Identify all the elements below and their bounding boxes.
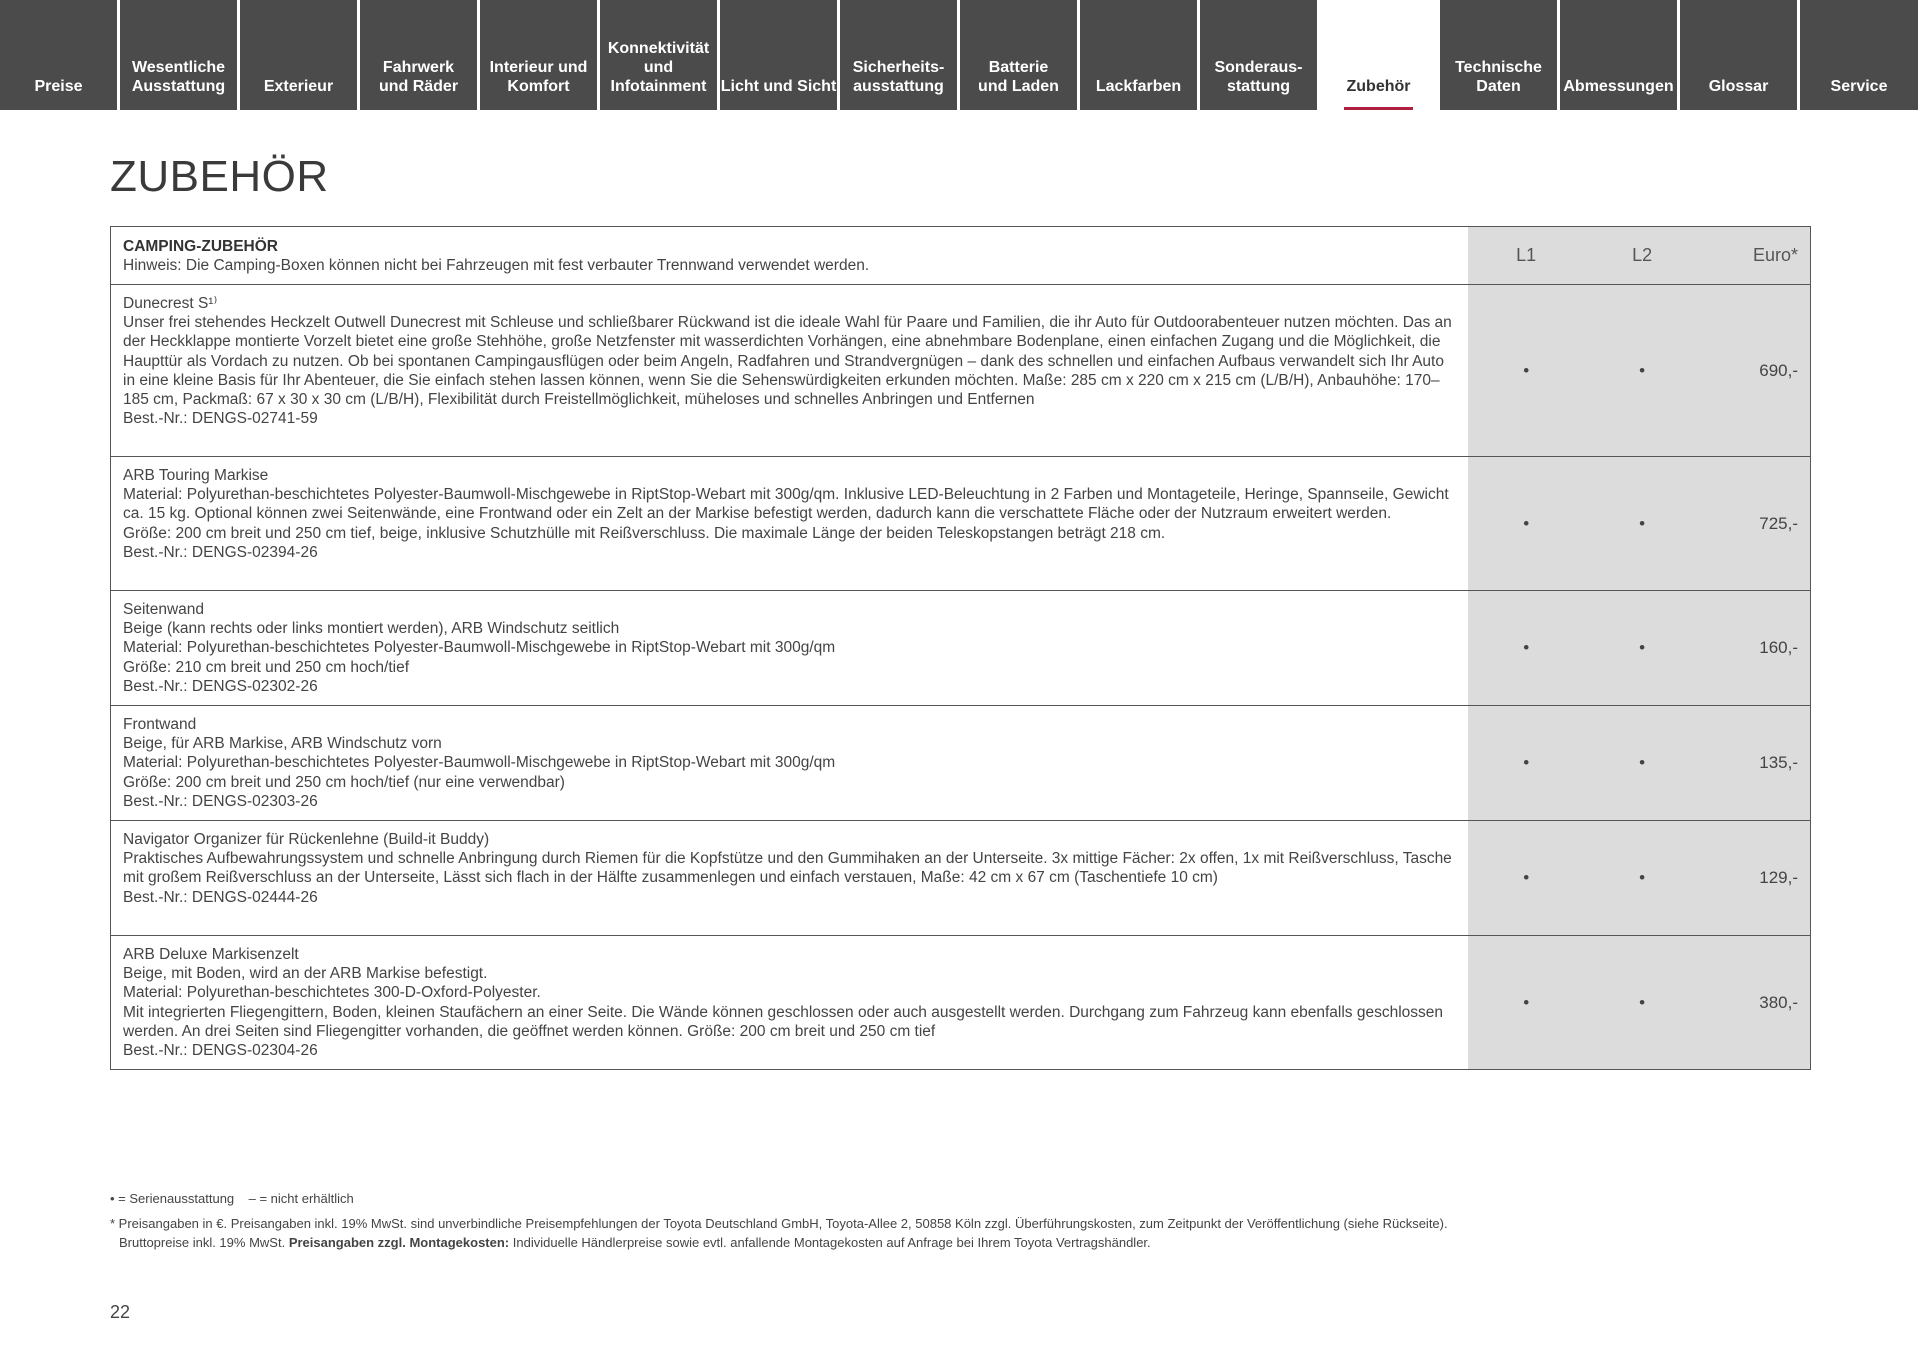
tab-glossar[interactable]: Glossar	[1680, 0, 1797, 110]
table-row	[111, 456, 1810, 590]
item-order-number: Best.-Nr.: DENGS-02303-26	[123, 792, 318, 810]
price-note-line-2	[110, 1233, 1750, 1252]
availability-l2: •	[1584, 706, 1700, 820]
column-header-price: Euro*	[1700, 227, 1810, 284]
availability-l1: •	[1468, 285, 1584, 456]
availability-l1: •	[1468, 936, 1584, 1069]
table-section-note: Hinweis: Die Camping-Boxen können nicht bei Fahrzeugen mit fest verbauter Trennwand verwendet werden.	[123, 257, 870, 275]
tab-exterieur[interactable]: Exterieur	[240, 0, 357, 110]
tab-technische-daten[interactable]: Technische Daten	[1440, 0, 1557, 110]
availability-l1: •	[1468, 457, 1584, 590]
table-section-title: CAMPING-ZUBEHÖR	[123, 238, 278, 255]
item-description	[111, 457, 1468, 590]
item-order-number: Best.-Nr.: DENGS-02394-26	[123, 543, 318, 561]
header-description	[111, 227, 1468, 284]
tab-abmessungen[interactable]: Abmessungen	[1560, 0, 1677, 110]
item-description	[111, 285, 1468, 456]
item-text: Beige, mit Boden, wird an der ARB Markise befestigt.	[123, 965, 488, 983]
tab-batterie-und-laden[interactable]: Batterie und Laden	[960, 0, 1077, 110]
table-row	[111, 705, 1810, 820]
tab-interieur-und-komfort[interactable]: Interieur und Komfort	[480, 0, 597, 110]
item-text: Material: Polyurethan-beschichtetes 300-D-Oxford-Polyester.	[123, 984, 541, 1002]
item-price: 160,-	[1700, 591, 1810, 705]
price-note-gross: Bruttopreise inkl. 19% MwSt.	[119, 1235, 286, 1250]
tab-preise[interactable]: Preise	[0, 0, 117, 110]
item-text: Praktisches Aufbewahrungssystem und schnelle Anbringung durch Riemen für die Kopfstütze und den Gummihaken an der Unterseite. 3x mittige Fächer: 2x offen, 1x mit Reißverschluss, Tasche mit großem Reißverschluss an der Unterseite, Lässt sich flach in der Hälfte zusammenlegen und einfach verstauen, Maße: 42 cm x 67 cm (Taschentiefe 10 cm)	[123, 850, 1452, 887]
page-number: 22	[110, 1302, 131, 1322]
item-price: 690,-	[1700, 285, 1810, 456]
item-price: 129,-	[1700, 821, 1810, 935]
item-description	[111, 706, 1468, 820]
availability-l2: •	[1584, 936, 1700, 1069]
item-price: 725,-	[1700, 457, 1810, 590]
item-description	[111, 821, 1468, 935]
item-text: Größe: 200 cm breit und 250 cm tief, beige, inklusive Schutzhülle mit Reißverschluss. Die maximale Länge der beiden Teleskopstangen beträgt 218 cm.	[123, 524, 1166, 542]
item-title: Dunecrest S¹⁾	[123, 295, 218, 312]
availability-l1: •	[1468, 706, 1584, 820]
item-order-number: Best.-Nr.: DENGS-02304-26	[123, 1042, 318, 1060]
item-text: Beige (kann rechts oder links montiert werden), ARB Windschutz seitlich	[123, 620, 620, 638]
section-tab-bar	[0, 0, 1920, 110]
tab-lackfarben[interactable]: Lackfarben	[1080, 0, 1197, 110]
item-title: ARB Deluxe Markisenzelt	[123, 946, 299, 963]
tab-licht-und-sicht[interactable]: Licht und Sicht	[720, 0, 837, 110]
item-price: 380,-	[1700, 936, 1810, 1069]
price-note-dealer: Individuelle Händlerpreise sowie evtl. anfallende Montagekosten auf Anfrage bei Ihrem Toyota Vertragshändler.	[512, 1235, 1151, 1250]
availability-l2: •	[1584, 591, 1700, 705]
item-title: Frontwand	[123, 716, 197, 733]
item-text: Beige, für ARB Markise, ARB Windschutz vorn	[123, 735, 442, 753]
item-text: Material: Polyurethan-beschichtetes Polyester-Baumwoll-Mischgewebe in RiptStop-Webart mit 300g/qm	[123, 639, 836, 657]
page-title: ZUBEHÖR	[110, 152, 329, 201]
table-header-row	[111, 227, 1810, 284]
availability-l2: •	[1584, 821, 1700, 935]
item-order-number: Best.-Nr.: DENGS-02302-26	[123, 677, 318, 695]
legend-footnote: • = Serienausstattung – = nicht erhältlich	[110, 1191, 354, 1206]
item-order-number: Best.-Nr.: DENGS-02444-26	[123, 888, 318, 906]
tab-konnektivitaet[interactable]: Konnektivität und Infotainment	[600, 0, 717, 110]
availability-l1: •	[1468, 821, 1584, 935]
tab-sicherheitsausstattung[interactable]: Sicherheits- ausstattung	[840, 0, 957, 110]
table-row	[111, 820, 1810, 935]
table-row	[111, 590, 1810, 705]
item-order-number: Best.-Nr.: DENGS-02741-59	[123, 410, 318, 428]
item-text: Größe: 200 cm breit und 250 cm hoch/tief (nur eine verwendbar)	[123, 773, 565, 791]
item-text: Mit integrierten Fliegengittern, Boden, kleinen Staufächern an einer Seite. Die Wände können geschlossen oder auch ausgestellt werden. Durchgang zum Fahrzeug kann ebenfalls geschlossen werden. An drei Seiten sind Fliegengitter vorhanden, die geöffnet werden können. Größe: 200 cm breit und 250 cm tief	[123, 1003, 1444, 1040]
tab-wesentliche-ausstattung[interactable]: Wesentliche Ausstattung	[120, 0, 237, 110]
item-title: Seitenwand	[123, 601, 205, 618]
price-note-mounting-label: Preisangaben zzgl. Montagekosten:	[288, 1235, 510, 1250]
availability-l1: •	[1468, 591, 1584, 705]
tab-service[interactable]: Service	[1800, 0, 1918, 110]
item-title: ARB Touring Markise	[123, 467, 269, 484]
column-header-l2: L2	[1584, 227, 1700, 284]
price-note-line-1: * Preisangaben in €. Preisangaben inkl. 19% MwSt. sind unverbindliche Preisempfehlungen der Toyota Deutschland GmbH, Toyota-Allee 2, 50858 Köln zzgl. Überführungskosten, zum Zeitpunkt der Veröffentlichung (siehe Rückseite).	[110, 1216, 1448, 1231]
item-text: Material: Polyurethan-beschichtetes Polyester-Baumwoll-Mischgewebe in RiptStop-Webart mit 300g/qm	[123, 754, 836, 772]
item-text: Material: Polyurethan-beschichtetes Polyester-Baumwoll-Mischgewebe in RiptStop-Webart mit 300g/qm. Inklusive LED-Beleuchtung in 2 Farben und Montageteile, Heringe, Spannseile, Gewicht ca. 15 kg. Optional können zwei Seitenwände, eine Frontwand oder ein Zelt an der Markise befestigt werden, dadurch kann die verschattete Fläche oder der Nutzraum erweitert werden.	[123, 486, 1449, 523]
column-header-l1: L1	[1468, 227, 1584, 284]
price-footnote	[110, 1214, 1750, 1252]
item-price: 135,-	[1700, 706, 1810, 820]
availability-l2: •	[1584, 285, 1700, 456]
item-text: Unser frei stehendes Heckzelt Outwell Dunecrest mit Schleuse und schließbarer Rückwand ist die ideale Wahl für Paare und Familien, die ihr Auto für Outdoorabenteuer nutzen möchten. Das an der Heckklappe montierte Vorzelt bietet eine große Stehhöhe, große Netzfenster mit wasserdichten Vorhängen, eine abnehmbare Bodenplane, einen einfachen Zugang und die Möglichkeit, die Haupttür als Vordach zu nutzen. Ob bei spontanen Campingausflügen oder beim Angeln, Radfahren und Strandvergnügen – dank des schnellen und einfachen Aufbaus verwandelt sich Ihr Auto in eine kleine Basis für Ihr Abenteuer, die Sie einfach stehen lassen können, wenn Sie die Sehenswürdigkeiten erkunden möchten. Maße: 285 cm x 220 cm x 215 cm (L/B/H), Anbauhöhe: 170–185 cm, Packmaß: 67 x 30 x 30 cm (L/B/H), Flexibilität durch Freistellmöglichkeit, müheloses und schnelles Anbringen und Entfernen	[123, 314, 1452, 409]
item-description	[111, 936, 1468, 1069]
table-row	[111, 284, 1810, 456]
table-row	[111, 935, 1810, 1069]
tab-sonderausstattung[interactable]: Sonderaus- stattung	[1200, 0, 1317, 110]
availability-l2: •	[1584, 457, 1700, 590]
item-text: Größe: 210 cm breit und 250 cm hoch/tief	[123, 658, 410, 676]
tab-fahrwerk-und-raeder[interactable]: Fahrwerk und Räder	[360, 0, 477, 110]
item-title: Navigator Organizer für Rückenlehne (Build-it Buddy)	[123, 831, 490, 848]
tab-zubehoer[interactable]: Zubehör	[1320, 0, 1437, 110]
item-description	[111, 591, 1468, 705]
accessories-table	[110, 226, 1811, 1070]
